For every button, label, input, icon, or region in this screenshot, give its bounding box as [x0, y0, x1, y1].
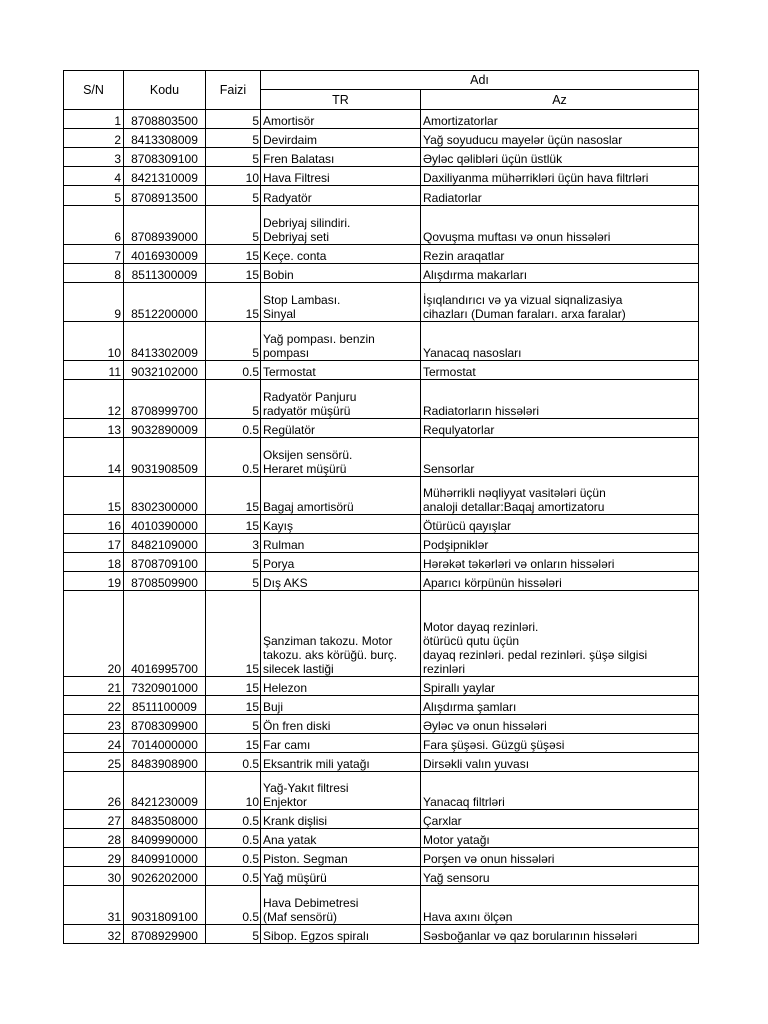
cell-kodu: 8708913500 — [124, 186, 206, 206]
cell-kodu: 8708309900 — [124, 715, 206, 734]
cell-faizi: 15 — [206, 677, 261, 696]
header-faizi: Faizi — [206, 71, 261, 110]
cell-faizi: 0.5 — [206, 867, 261, 886]
cell-sn: 14 — [64, 438, 124, 477]
cell-faizi: 3 — [206, 534, 261, 553]
cell-az: Yanacaq nasosları — [421, 322, 699, 361]
cell-tr: Yağ-Yakıt filtresi Enjektor — [261, 772, 421, 810]
cell-tr: Hava Filtresi — [261, 167, 421, 186]
cell-tr: Stop Lambası. Sinyal — [261, 283, 421, 322]
table-row — [64, 148, 699, 167]
table-row — [64, 110, 699, 129]
table-row — [64, 186, 699, 206]
cell-faizi: 5 — [206, 186, 261, 206]
cell-kodu: 8483508000 — [124, 810, 206, 829]
table-row — [64, 380, 699, 419]
cell-kodu: 7014000000 — [124, 734, 206, 753]
cell-az: Alışdırma makarları — [421, 264, 699, 283]
cell-sn: 30 — [64, 867, 124, 886]
cell-az: Hava axını ölçən — [421, 886, 699, 925]
cell-faizi: 5 — [206, 129, 261, 148]
cell-tr: Ana yatak — [261, 829, 421, 848]
cell-tr: Bagaj amortisörü — [261, 477, 421, 515]
cell-kodu: 9032102000 — [124, 361, 206, 380]
cell-tr: Ön fren diski — [261, 715, 421, 734]
cell-faizi: 0.5 — [206, 419, 261, 438]
cell-tr: Regülatör — [261, 419, 421, 438]
cell-faizi: 0.5 — [206, 753, 261, 772]
cell-kodu: 4016930009 — [124, 245, 206, 264]
cell-tr: Oksijen sensörü. Heraret müşürü — [261, 438, 421, 477]
table-row — [64, 283, 699, 322]
cell-faizi: 15 — [206, 734, 261, 753]
cell-tr: Krank dişlisi — [261, 810, 421, 829]
cell-kodu: 4010390000 — [124, 515, 206, 534]
cell-sn: 6 — [64, 206, 124, 245]
cell-kodu: 8302300000 — [124, 477, 206, 515]
header-kodu: Kodu — [124, 71, 206, 110]
cell-az: Motor yatağı — [421, 829, 699, 848]
cell-tr: Kayış — [261, 515, 421, 534]
cell-az: Yanacaq filtrləri — [421, 772, 699, 810]
header-adi: Adı — [261, 71, 699, 90]
cell-kodu: 8708929900 — [124, 925, 206, 944]
cell-faizi: 5 — [206, 553, 261, 572]
cell-tr: Radyatör Panjuru radyatör müşürü — [261, 380, 421, 419]
cell-sn: 13 — [64, 419, 124, 438]
cell-tr: Hava Debimetresi (Maf sensörü) — [261, 886, 421, 925]
cell-kodu: 8708939000 — [124, 206, 206, 245]
cell-kodu: 8708709100 — [124, 553, 206, 572]
cell-kodu: 9031908509 — [124, 438, 206, 477]
cell-kodu: 8512200000 — [124, 283, 206, 322]
cell-sn: 7 — [64, 245, 124, 264]
cell-tr: Far camı — [261, 734, 421, 753]
cell-kodu: 8413302009 — [124, 322, 206, 361]
table-row — [64, 264, 699, 283]
cell-sn: 21 — [64, 677, 124, 696]
cell-kodu: 8511300009 — [124, 264, 206, 283]
cell-faizi: 15 — [206, 696, 261, 715]
cell-az: Daxiliyanma mühərrikləri üçün hava filtrləri — [421, 167, 699, 186]
table-row — [64, 677, 699, 696]
cell-sn: 26 — [64, 772, 124, 810]
table-row — [64, 572, 699, 591]
cell-faizi: 5 — [206, 380, 261, 419]
cell-kodu: 8708803500 — [124, 110, 206, 129]
cell-tr: Keçe. conta — [261, 245, 421, 264]
cell-sn: 8 — [64, 264, 124, 283]
table-row — [64, 245, 699, 264]
cell-az: Səsboğanlar və qaz borularının hissələri — [421, 925, 699, 944]
cell-kodu: 9031809100 — [124, 886, 206, 925]
cell-faizi: 15 — [206, 283, 261, 322]
cell-sn: 2 — [64, 129, 124, 148]
cell-az: Requlyatorlar — [421, 419, 699, 438]
cell-faizi: 5 — [206, 148, 261, 167]
cell-tr: Yağ pompası. benzin pompası — [261, 322, 421, 361]
table-body — [64, 110, 699, 944]
cell-az: Əyləc qəlibləri üçün üstlük — [421, 148, 699, 167]
cell-sn: 22 — [64, 696, 124, 715]
cell-kodu: 8409910000 — [124, 848, 206, 867]
cell-faizi: 0.5 — [206, 886, 261, 925]
cell-tr: Helezon — [261, 677, 421, 696]
cell-faizi: 0.5 — [206, 829, 261, 848]
cell-tr: Bobin — [261, 264, 421, 283]
cell-az: Yağ soyuducu mayelər üçün nasoslar — [421, 129, 699, 148]
cell-sn: 20 — [64, 591, 124, 677]
cell-az: Hərəkət təkərləri və onların hissələri — [421, 553, 699, 572]
cell-tr: Radyatör — [261, 186, 421, 206]
table-row — [64, 848, 699, 867]
cell-kodu: 9026202000 — [124, 867, 206, 886]
table-row — [64, 886, 699, 925]
cell-faizi: 15 — [206, 245, 261, 264]
cell-az: Alışdırma şamları — [421, 696, 699, 715]
cell-sn: 4 — [64, 167, 124, 186]
cell-faizi: 15 — [206, 591, 261, 677]
table-row — [64, 438, 699, 477]
cell-faizi: 10 — [206, 167, 261, 186]
cell-sn: 19 — [64, 572, 124, 591]
cell-tr: Piston. Segman — [261, 848, 421, 867]
cell-kodu: 8421230009 — [124, 772, 206, 810]
cell-tr: Termostat — [261, 361, 421, 380]
cell-tr: Dış AKS — [261, 572, 421, 591]
cell-sn: 17 — [64, 534, 124, 553]
cell-tr: Yağ müşürü — [261, 867, 421, 886]
cell-az: Dirsəkli valın yuvası — [421, 753, 699, 772]
cell-faizi: 0.5 — [206, 438, 261, 477]
cell-az: Aparıcı körpünün hissələri — [421, 572, 699, 591]
cell-faizi: 0.5 — [206, 848, 261, 867]
cell-kodu: 4016995700 — [124, 591, 206, 677]
cell-faizi: 15 — [206, 515, 261, 534]
cell-az: Çarxlar — [421, 810, 699, 829]
table-row — [64, 534, 699, 553]
cell-sn: 12 — [64, 380, 124, 419]
cell-sn: 25 — [64, 753, 124, 772]
cell-az: Mühərrikli nəqliyyat vasitələri üçün analoji detallar:Baqaj amortizatoru — [421, 477, 699, 515]
cell-kodu: 8413308009 — [124, 129, 206, 148]
table-row — [64, 419, 699, 438]
cell-kodu: 7320901000 — [124, 677, 206, 696]
table-row — [64, 925, 699, 944]
cell-az: Radiatorlar — [421, 186, 699, 206]
cell-az: Ötürücü qayışlar — [421, 515, 699, 534]
cell-sn: 18 — [64, 553, 124, 572]
header-az: Az — [421, 90, 699, 110]
table-row — [64, 553, 699, 572]
cell-faizi: 15 — [206, 264, 261, 283]
cell-kodu: 8708509900 — [124, 572, 206, 591]
cell-kodu: 8483908900 — [124, 753, 206, 772]
cell-sn: 31 — [64, 886, 124, 925]
cell-tr: Rulman — [261, 534, 421, 553]
cell-sn: 27 — [64, 810, 124, 829]
cell-tr: Porya — [261, 553, 421, 572]
cell-sn: 11 — [64, 361, 124, 380]
cell-sn: 16 — [64, 515, 124, 534]
table-row — [64, 129, 699, 148]
cell-sn: 1 — [64, 110, 124, 129]
cell-kodu: 8409990000 — [124, 829, 206, 848]
cell-az: Əyləc və onun hissələri — [421, 715, 699, 734]
table-row — [64, 361, 699, 380]
cell-faizi: 15 — [206, 477, 261, 515]
header-sn: S/N — [64, 71, 124, 110]
parts-table — [63, 70, 699, 944]
table-row — [64, 734, 699, 753]
cell-kodu: 8511100009 — [124, 696, 206, 715]
cell-az: Rezin araqatlar — [421, 245, 699, 264]
cell-sn: 28 — [64, 829, 124, 848]
cell-tr: Sibop. Egzos spiralı — [261, 925, 421, 944]
table-row — [64, 867, 699, 886]
cell-faizi: 5 — [206, 925, 261, 944]
cell-tr: Amortisör — [261, 110, 421, 129]
header-tr: TR — [261, 90, 421, 110]
table-row — [64, 515, 699, 534]
cell-faizi: 0.5 — [206, 361, 261, 380]
cell-sn: 15 — [64, 477, 124, 515]
cell-sn: 32 — [64, 925, 124, 944]
cell-sn: 24 — [64, 734, 124, 753]
table-row — [64, 696, 699, 715]
table-row — [64, 167, 699, 186]
table-row — [64, 591, 699, 677]
cell-az: Motor dayaq rezinləri. ötürücü qutu üçün dayaq rezinləri. pedal rezinləri. şüşə silgisi rezinləri — [421, 591, 699, 677]
table-row — [64, 753, 699, 772]
cell-faizi: 0.5 — [206, 810, 261, 829]
cell-az: Fara şüşəsi. Güzgü şüşəsi — [421, 734, 699, 753]
cell-tr: Eksantrik mili yatağı — [261, 753, 421, 772]
cell-faizi: 5 — [206, 206, 261, 245]
cell-az: Sensorlar — [421, 438, 699, 477]
cell-az: İşıqlandırıcı və ya vizual siqnalizasiya cihazları (Duman faraları. arxa faralar) — [421, 283, 699, 322]
cell-kodu: 8482109000 — [124, 534, 206, 553]
cell-sn: 29 — [64, 848, 124, 867]
cell-sn: 3 — [64, 148, 124, 167]
cell-az: Qovuşma muftası və onun hissələri — [421, 206, 699, 245]
cell-az: Spirallı yaylar — [421, 677, 699, 696]
table-header — [64, 71, 699, 110]
cell-kodu: 8708999700 — [124, 380, 206, 419]
cell-tr: Fren Balatası — [261, 148, 421, 167]
cell-faizi: 10 — [206, 772, 261, 810]
cell-az: Radiatorların hissələri — [421, 380, 699, 419]
cell-kodu: 8708309100 — [124, 148, 206, 167]
cell-kodu: 9032890009 — [124, 419, 206, 438]
cell-az: Termostat — [421, 361, 699, 380]
cell-sn: 10 — [64, 322, 124, 361]
cell-faizi: 5 — [206, 110, 261, 129]
table-row — [64, 206, 699, 245]
cell-faizi: 5 — [206, 572, 261, 591]
cell-sn: 9 — [64, 283, 124, 322]
cell-tr: Buji — [261, 696, 421, 715]
cell-tr: Şanziman takozu. Motor takozu. aks körüğü. burç. silecek lastiği — [261, 591, 421, 677]
table-row — [64, 829, 699, 848]
cell-kodu: 8421310009 — [124, 167, 206, 186]
table-row — [64, 715, 699, 734]
cell-tr: Devirdaim — [261, 129, 421, 148]
cell-az: Porşen və onun hissələri — [421, 848, 699, 867]
table-row — [64, 477, 699, 515]
cell-faizi: 5 — [206, 322, 261, 361]
table-row — [64, 810, 699, 829]
cell-faizi: 5 — [206, 715, 261, 734]
table-row — [64, 772, 699, 810]
cell-az: Podşipniklər — [421, 534, 699, 553]
cell-az: Yağ sensoru — [421, 867, 699, 886]
cell-az: Amortizatorlar — [421, 110, 699, 129]
cell-sn: 23 — [64, 715, 124, 734]
cell-tr: Debriyaj silindiri. Debriyaj seti — [261, 206, 421, 245]
cell-sn: 5 — [64, 186, 124, 206]
table-row — [64, 322, 699, 361]
